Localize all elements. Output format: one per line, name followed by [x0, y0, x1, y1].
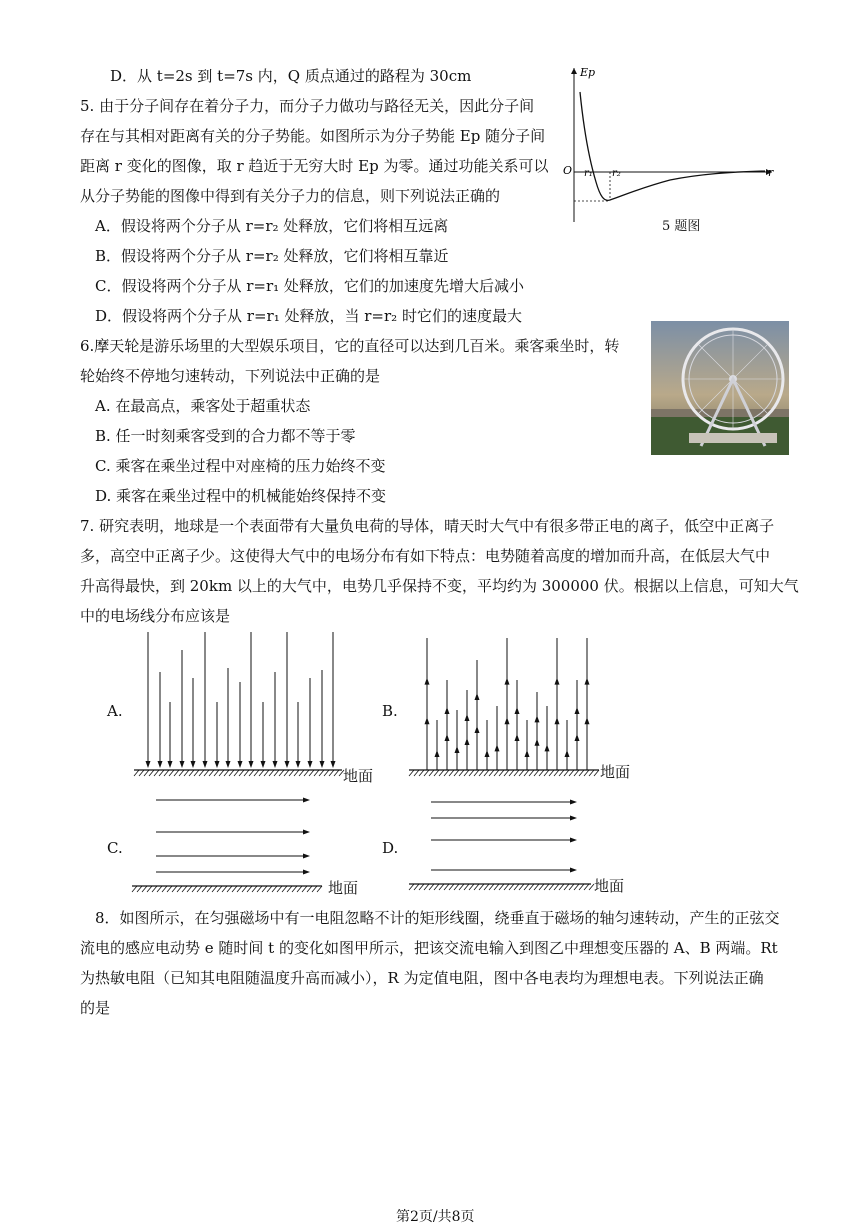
ground-hatch [287, 886, 292, 892]
q8-line-1: 8．如图所示，在匀强磁场中有一电阻忽略不计的矩形线圈，绕垂直于磁场的轴匀速转动，产生的正弦交 [95, 909, 780, 927]
arrow-right [303, 870, 310, 875]
arrow-up [505, 717, 510, 724]
ground-hatch [289, 770, 294, 776]
ground-hatch [509, 884, 514, 890]
q7-line-1: 7. 研究表明，地球是一个表面带有大量负电荷的导体，晴天时大气中有很多带正电的离子，低空中正离子 [80, 517, 775, 535]
ground-hatch [564, 770, 569, 776]
ground-hatch [489, 884, 494, 890]
ground-hatch [444, 770, 449, 776]
ground-hatch [459, 770, 464, 776]
arrow-up [425, 717, 430, 724]
ground-hatch [232, 886, 237, 892]
ground-hatch [434, 884, 439, 890]
ground-hatch [549, 770, 554, 776]
arrow-up [445, 734, 450, 741]
arrow-up [555, 717, 560, 724]
ground-hatch [237, 886, 242, 892]
arrow-up [515, 707, 520, 714]
ground-hatch [319, 770, 324, 776]
arrow-down [180, 761, 185, 768]
ground-hatch [449, 884, 454, 890]
ground-hatch [584, 770, 589, 776]
arrow-down [226, 761, 231, 768]
ground-hatch [574, 884, 579, 890]
q7-label-a: A. [107, 702, 123, 720]
ground-hatch [544, 884, 549, 890]
ground-hatch [494, 884, 499, 890]
ground-hatch [409, 884, 414, 890]
arrow-down [249, 761, 254, 768]
ground-hatch [309, 770, 314, 776]
q7-label-c: C. [107, 839, 123, 857]
arrow-down [273, 761, 278, 768]
ground-hatch [569, 770, 574, 776]
ferris-wheel-image [651, 321, 789, 455]
ground-hatch [137, 886, 142, 892]
arrow-right [570, 800, 577, 805]
ground-hatch [159, 770, 164, 776]
ground-hatch [594, 770, 599, 776]
ground-hatch [464, 770, 469, 776]
ground-hatch [524, 770, 529, 776]
r2-label: r₂ [612, 168, 621, 179]
ground-hatch [504, 770, 509, 776]
ground-hatch [222, 886, 227, 892]
ground-hatch [174, 770, 179, 776]
q6-line-1: 6.摩天轮是游乐场里的大型娱乐项目，它的直径可以达到几百米。乘客乘坐时，转 [80, 337, 620, 355]
ground-hatch [132, 886, 137, 892]
ground-hatch [439, 884, 444, 890]
q8-line-3: 为热敏电阻（已知其电阻随温度升高而减小），R 为定值电阻，图中各电表均为理想电表。下列说法正确 [80, 969, 764, 987]
ground-hatch [257, 886, 262, 892]
ground-hatch [274, 770, 279, 776]
ground-hatch [519, 884, 524, 890]
ground-hatch [264, 770, 269, 776]
ground-hatch [134, 770, 139, 776]
ground-hatch [244, 770, 249, 776]
q6-option-c: C. 乘客在乘坐过程中对座椅的压力始终不变 [95, 457, 386, 475]
ground-hatch [554, 770, 559, 776]
ground-hatch [509, 770, 514, 776]
q5-line-1: 5. 由于分子间存在着分子力，而分子力做功与路径无关，因此分子间 [80, 97, 535, 115]
ground-hatch [172, 886, 177, 892]
ground-hatch [227, 886, 232, 892]
arrow-up [485, 750, 490, 757]
ground-hatch [554, 884, 559, 890]
q5-option-c: C．假设将两个分子从 r=r₁ 处释放，它们的加速度先增大后减小 [95, 277, 524, 295]
ground-hatch [169, 770, 174, 776]
arrow-down [296, 761, 301, 768]
ground-hatch [314, 770, 319, 776]
ground-hatch [494, 770, 499, 776]
ground-hatch [304, 770, 309, 776]
ground-hatch [144, 770, 149, 776]
arrow-up [435, 750, 440, 757]
ground-hatch [277, 886, 282, 892]
ground-hatch [524, 884, 529, 890]
arrow-right [570, 868, 577, 873]
q5-caption: 5 题图 [662, 219, 701, 234]
q5-line-4: 从分子势能的图像中得到有关分子力的信息，则下列说法正确的 [80, 187, 501, 205]
ground-hatch [217, 886, 222, 892]
r1-label: r₁ [584, 168, 593, 179]
ground-hatch [489, 770, 494, 776]
xlabel: r [768, 166, 774, 179]
ground-hatch [324, 770, 329, 776]
ground-hatch [194, 770, 199, 776]
ground-hatch [444, 884, 449, 890]
ground-hatch [564, 884, 569, 890]
q6-option-a: A. 在最高点，乘客处于超重状态 [95, 397, 311, 415]
ground-label-d: 地面 [594, 877, 625, 895]
ground-hatch [187, 886, 192, 892]
ground-hatch [299, 770, 304, 776]
ground-hatch [239, 770, 244, 776]
ground-hatch [504, 884, 509, 890]
arrow-down [331, 761, 336, 768]
ground-hatch [224, 770, 229, 776]
ground-hatch [449, 770, 454, 776]
ground-hatch [499, 884, 504, 890]
ground-hatch [207, 886, 212, 892]
ep-curve [580, 92, 765, 200]
ground-hatch [297, 886, 302, 892]
ground-hatch [164, 770, 169, 776]
ground-hatch [569, 884, 574, 890]
ground-hatch [479, 884, 484, 890]
arrow-up [535, 715, 540, 722]
arrow-right [303, 798, 310, 803]
arrow-up [575, 707, 580, 714]
arrow-up [465, 738, 470, 745]
ground-hatch [514, 884, 519, 890]
arrow-up [465, 714, 470, 721]
ground-hatch [142, 886, 147, 892]
ground-hatch [429, 884, 434, 890]
arrow-right [570, 838, 577, 843]
ground-hatch [429, 770, 434, 776]
ground-hatch [307, 886, 312, 892]
ground-hatch [317, 886, 322, 892]
ground-hatch [424, 884, 429, 890]
ground-hatch [167, 886, 172, 892]
arrow-up [475, 693, 480, 700]
arrow-down [215, 761, 220, 768]
ground-hatch [454, 884, 459, 890]
ground-hatch [272, 886, 277, 892]
ground-hatch [414, 884, 419, 890]
ground-hatch [152, 886, 157, 892]
arrow-down [308, 761, 313, 768]
ground-hatch [177, 886, 182, 892]
ground-hatch [157, 886, 162, 892]
ground-hatch [197, 886, 202, 892]
arrow-down [168, 761, 173, 768]
ground-hatch [529, 884, 534, 890]
arrow-up [515, 734, 520, 741]
ground-hatch [189, 770, 194, 776]
ground-hatch [534, 770, 539, 776]
arrow-up [445, 707, 450, 714]
ground-hatch [484, 884, 489, 890]
ground-hatch [139, 770, 144, 776]
ground-hatch [242, 886, 247, 892]
ground-hatch [584, 884, 589, 890]
ground-hatch [409, 770, 414, 776]
ground-hatch [249, 770, 254, 776]
ground-hatch [559, 884, 564, 890]
ground-hatch [179, 770, 184, 776]
arrow-up [475, 726, 480, 733]
ground-hatch [474, 884, 479, 890]
arrow-up [565, 750, 570, 757]
q6-line-2: 轮始终不停地匀速转动，下列说法中正确的是 [80, 367, 381, 385]
arrow-down [146, 761, 151, 768]
ground-hatch [282, 886, 287, 892]
ground-hatch [439, 770, 444, 776]
ground-hatch [254, 770, 259, 776]
ground-hatch [219, 770, 224, 776]
ground-hatch [259, 770, 264, 776]
ground-hatch [292, 886, 297, 892]
ground-hatch [149, 770, 154, 776]
arrow-down [203, 761, 208, 768]
arrow-up [585, 717, 590, 724]
ground-hatch [454, 770, 459, 776]
origin-label: O [563, 164, 573, 177]
arrow-up [455, 746, 460, 753]
ground-hatch [514, 770, 519, 776]
arrow-down [238, 761, 243, 768]
ground-hatch [204, 770, 209, 776]
arrow-up [535, 739, 540, 746]
ground-hatch [182, 886, 187, 892]
arrow-down [285, 761, 290, 768]
ground-hatch [212, 886, 217, 892]
ground-hatch [539, 770, 544, 776]
ground-hatch [434, 770, 439, 776]
arrow-down [261, 761, 266, 768]
ground-hatch [302, 886, 307, 892]
ground-hatch [544, 770, 549, 776]
ground-hatch [484, 770, 489, 776]
arrow-up [525, 750, 530, 757]
q7-label-d: D. [382, 839, 399, 857]
ground-hatch [247, 886, 252, 892]
arrow-right [570, 816, 577, 821]
q6-option-d: D. 乘客在乘坐过程中的机械能始终保持不变 [95, 487, 387, 505]
ground-label-b: 地面 [600, 763, 631, 781]
q5-line-2: 存在与其相对距离有关的分子势能。如图所示为分子势能 Ep 随分子间 [80, 127, 546, 145]
ground-hatch [559, 770, 564, 776]
ground-hatch [262, 886, 267, 892]
ground-hatch [312, 886, 317, 892]
arrow-up [495, 744, 500, 751]
q8-line-4: 的是 [80, 999, 111, 1017]
q7-label-b: B. [382, 702, 398, 720]
q6-option-b: B. 任一时刻乘客受到的合力都不等于零 [95, 427, 356, 445]
arrow-down [191, 761, 196, 768]
ground-hatch [419, 770, 424, 776]
arrow-right [303, 830, 310, 835]
q7-line-3: 升高得最快，到 20km 以上的大气中，电势几乎保持不变，平均约为 300000 伏。根据以上信息，可知大气 [80, 577, 799, 595]
ground-hatch [334, 770, 339, 776]
arrow-down [158, 761, 163, 768]
q5-option-b: B．假设将两个分子从 r=r₂ 处释放，它们将相互靠近 [95, 247, 449, 265]
ground-hatch [279, 770, 284, 776]
arrow-up [555, 678, 560, 685]
ground-hatch [469, 884, 474, 890]
q4-option-d: D．从 t=2s 到 t=7s 内，Q 质点通过的路程为 30cm [110, 67, 472, 85]
ground-hatch [329, 770, 334, 776]
arrow-up [585, 678, 590, 685]
arrow-up [425, 678, 430, 685]
ground-hatch [499, 770, 504, 776]
ground-hatch [579, 884, 584, 890]
arrow-right [303, 854, 310, 859]
q5-ep-graph [560, 62, 780, 237]
ground-hatch [574, 770, 579, 776]
ground-hatch [154, 770, 159, 776]
q5-option-a: A．假设将两个分子从 r=r₂ 处释放，它们将相互远离 [95, 217, 449, 235]
ground-hatch [519, 770, 524, 776]
arrow-up [505, 678, 510, 685]
arrow-up [545, 744, 550, 751]
ground-label-a: 地面 [343, 767, 374, 785]
ground-hatch [474, 770, 479, 776]
page-footer: 第2页/共8页 [396, 1209, 475, 1225]
ground-label-c: 地面 [328, 879, 359, 897]
q8-line-2: 流电的感应电动势 e 随时间 t 的变化如图甲所示，把该交流电输入到图乙中理想变压器的 A、B 两端。Rt [80, 939, 778, 957]
ground-hatch [284, 770, 289, 776]
ground-hatch [229, 770, 234, 776]
ground-hatch [424, 770, 429, 776]
ground-hatch [479, 770, 484, 776]
ground-hatch [209, 770, 214, 776]
q7-line-2: 多，高空中正离子少。这使得大气中的电场分布有如下特点：电势随着高度的增加而升高，在低层大气中 [80, 547, 771, 565]
ground-hatch [184, 770, 189, 776]
ground-hatch [539, 884, 544, 890]
ground-hatch [464, 884, 469, 890]
ground-hatch [267, 886, 272, 892]
ground-hatch [579, 770, 584, 776]
q5-line-3: 距离 r 变化的图像，取 r 趋近于无穷大时 Ep 为零。通过功能关系可以 [80, 157, 549, 175]
arrow-up [575, 734, 580, 741]
ground-hatch [147, 886, 152, 892]
ground-hatch [529, 770, 534, 776]
ground-hatch [549, 884, 554, 890]
ground-hatch [469, 770, 474, 776]
ground-hatch [534, 884, 539, 890]
arrow-down [320, 761, 325, 768]
ground-hatch [214, 770, 219, 776]
q5-option-d: D．假设将两个分子从 r=r₁ 处释放，当 r=r₂ 时它们的速度最大 [95, 307, 522, 325]
ground-hatch [162, 886, 167, 892]
ylabel: Ep [580, 66, 596, 79]
ground-hatch [414, 770, 419, 776]
ground-hatch [294, 770, 299, 776]
ground-hatch [252, 886, 257, 892]
ground-hatch [202, 886, 207, 892]
ground-hatch [234, 770, 239, 776]
ground-hatch [419, 884, 424, 890]
q7-line-4: 中的电场线分布应该是 [80, 607, 231, 625]
ground-hatch [589, 770, 594, 776]
ground-hatch [192, 886, 197, 892]
ground-hatch [199, 770, 204, 776]
ground-hatch [459, 884, 464, 890]
ground-hatch [269, 770, 274, 776]
